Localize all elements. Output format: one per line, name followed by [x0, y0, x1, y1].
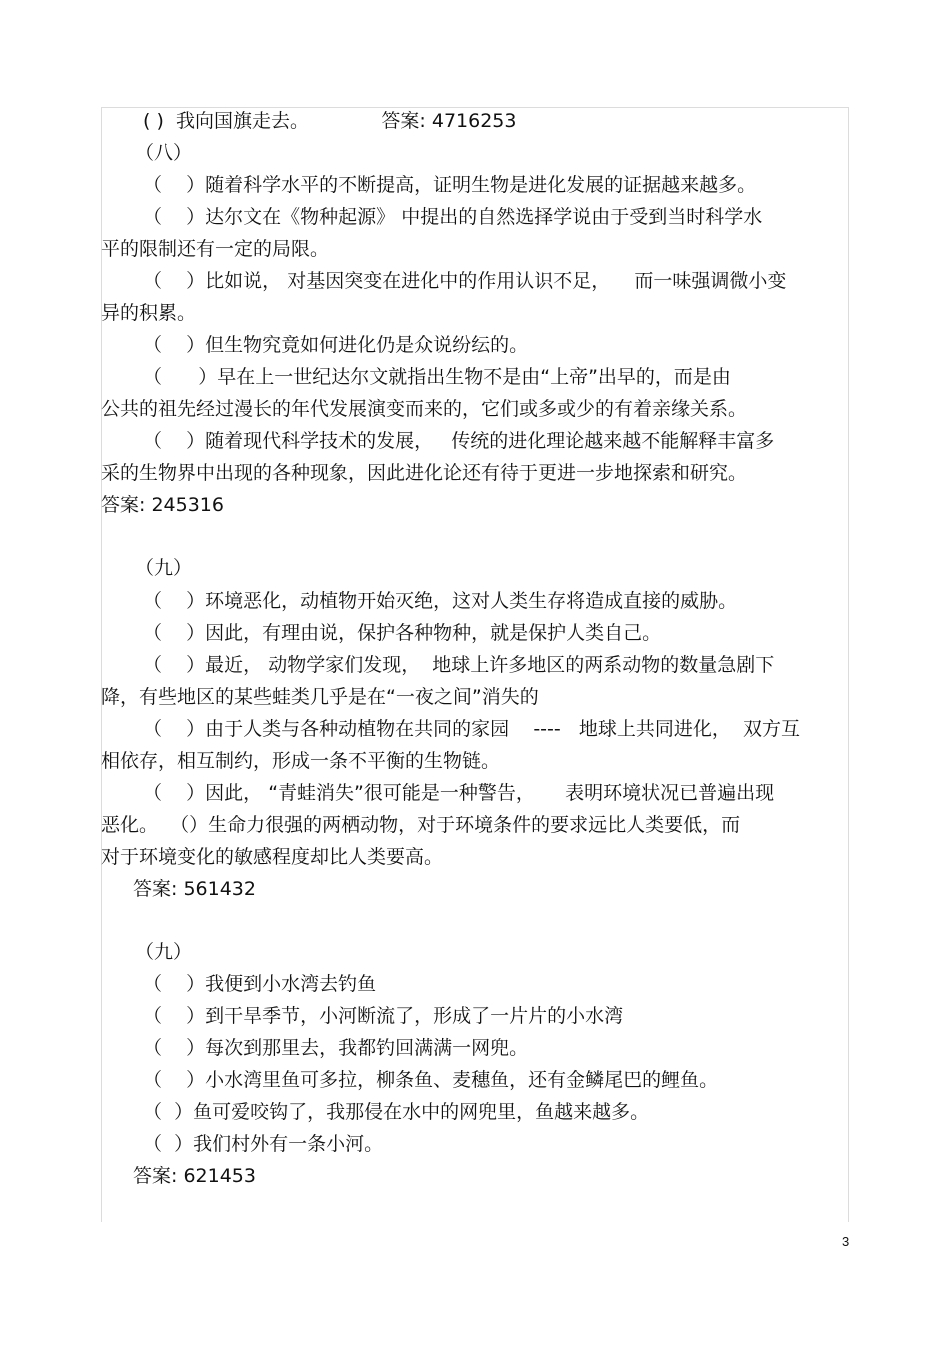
- text-line: （ ）随着现代科学技术的发展， 传统的进化理论越来越不能解释丰富多: [143, 430, 775, 452]
- text-line: （ ）比如说， 对基因突变在进化中的作用认识不足， 而一味强调微小变: [143, 270, 787, 292]
- section-heading: （九）: [135, 941, 193, 963]
- answer-line: 答案: 621453: [133, 1165, 256, 1187]
- section-heading: （九）: [135, 557, 193, 579]
- text-line: 平的限制还有一定的局限。: [101, 238, 330, 260]
- answer-line: 答案: 245316: [101, 494, 224, 516]
- text-line: 异的积累。: [101, 302, 197, 324]
- section-heading: （八）: [135, 142, 193, 164]
- text-line: （ ）早在上一世纪达尔文就指出生物不是由“上帝”出早的，而是由: [143, 366, 731, 388]
- page-number: 3: [842, 1234, 850, 1249]
- text-line: （ ）到干旱季节，小河断流了，形成了一片片的小水湾: [143, 1005, 624, 1027]
- text-line: （ ）达尔文在《物种起源》 中提出的自然选择学说由于受到当时科学水: [143, 206, 763, 228]
- text-line: 降，有些地区的某些蛙类几乎是在“一夜之间”消失的: [101, 686, 539, 708]
- text-line: （ ）鱼可爱咬钩了，我那侵在水中的网兜里，鱼越来越多。: [143, 1101, 650, 1123]
- text-line: （ ）但生物究竟如何进化仍是众说纷纭的。: [143, 334, 529, 356]
- text-line: （ ）由于人类与各种动植物在共同的家园 ---- 地球上共同进化， 双方互: [143, 718, 800, 740]
- answer-line: 答案: 561432: [133, 878, 256, 900]
- text-line: （ ）我便到小水湾去钓鱼: [143, 973, 377, 995]
- text-line: 相依存，相互制约，形成一条不平衡的生物链。: [101, 750, 501, 772]
- text-line: （ ）因此， “青蛙消失”很可能是一种警告， 表明环境状况已普遍出现: [143, 782, 775, 804]
- text-line: （ ）最近， 动物学家们发现， 地球上许多地区的两系动物的数量急剧下: [143, 654, 775, 676]
- text-line: （ ）因此，有理由说，保护各种物种，就是保护人类自己。: [143, 622, 662, 644]
- text-line: （ ）小水湾里鱼可多拉，柳条鱼、麦穗鱼，还有金鳞尾巴的鲤鱼。: [143, 1069, 719, 1091]
- text-line: （ ）每次到那里去，我都钓回满满一网兜。: [143, 1037, 529, 1059]
- text-line: 公共的祖先经过漫长的年代发展演变而来的，它们或多或少的有着亲缘关系。: [101, 398, 748, 420]
- text-line: （ ）环境恶化，动植物开始灭绝，这对人类生存将造成直接的威胁。: [143, 590, 738, 612]
- text-line: （ ）随着科学水平的不断提高，证明生物是进化发展的证据越来越多。: [143, 174, 757, 196]
- text-line: 对于环境变化的敏感程度却比人类要高。: [101, 846, 444, 868]
- text-line: ( ) 我向国旗走去。 答案: 4716253: [143, 110, 517, 132]
- text-line: （ ）我们村外有一条小河。: [143, 1133, 384, 1155]
- text-line: 恶化。 （）生命力很强的两栖动物，对于环境条件的要求远比人类要低，而: [101, 814, 741, 836]
- text-line: 采的生物界中出现的各种现象，因此进化论还有待于更进一步地探索和研究。: [101, 462, 748, 484]
